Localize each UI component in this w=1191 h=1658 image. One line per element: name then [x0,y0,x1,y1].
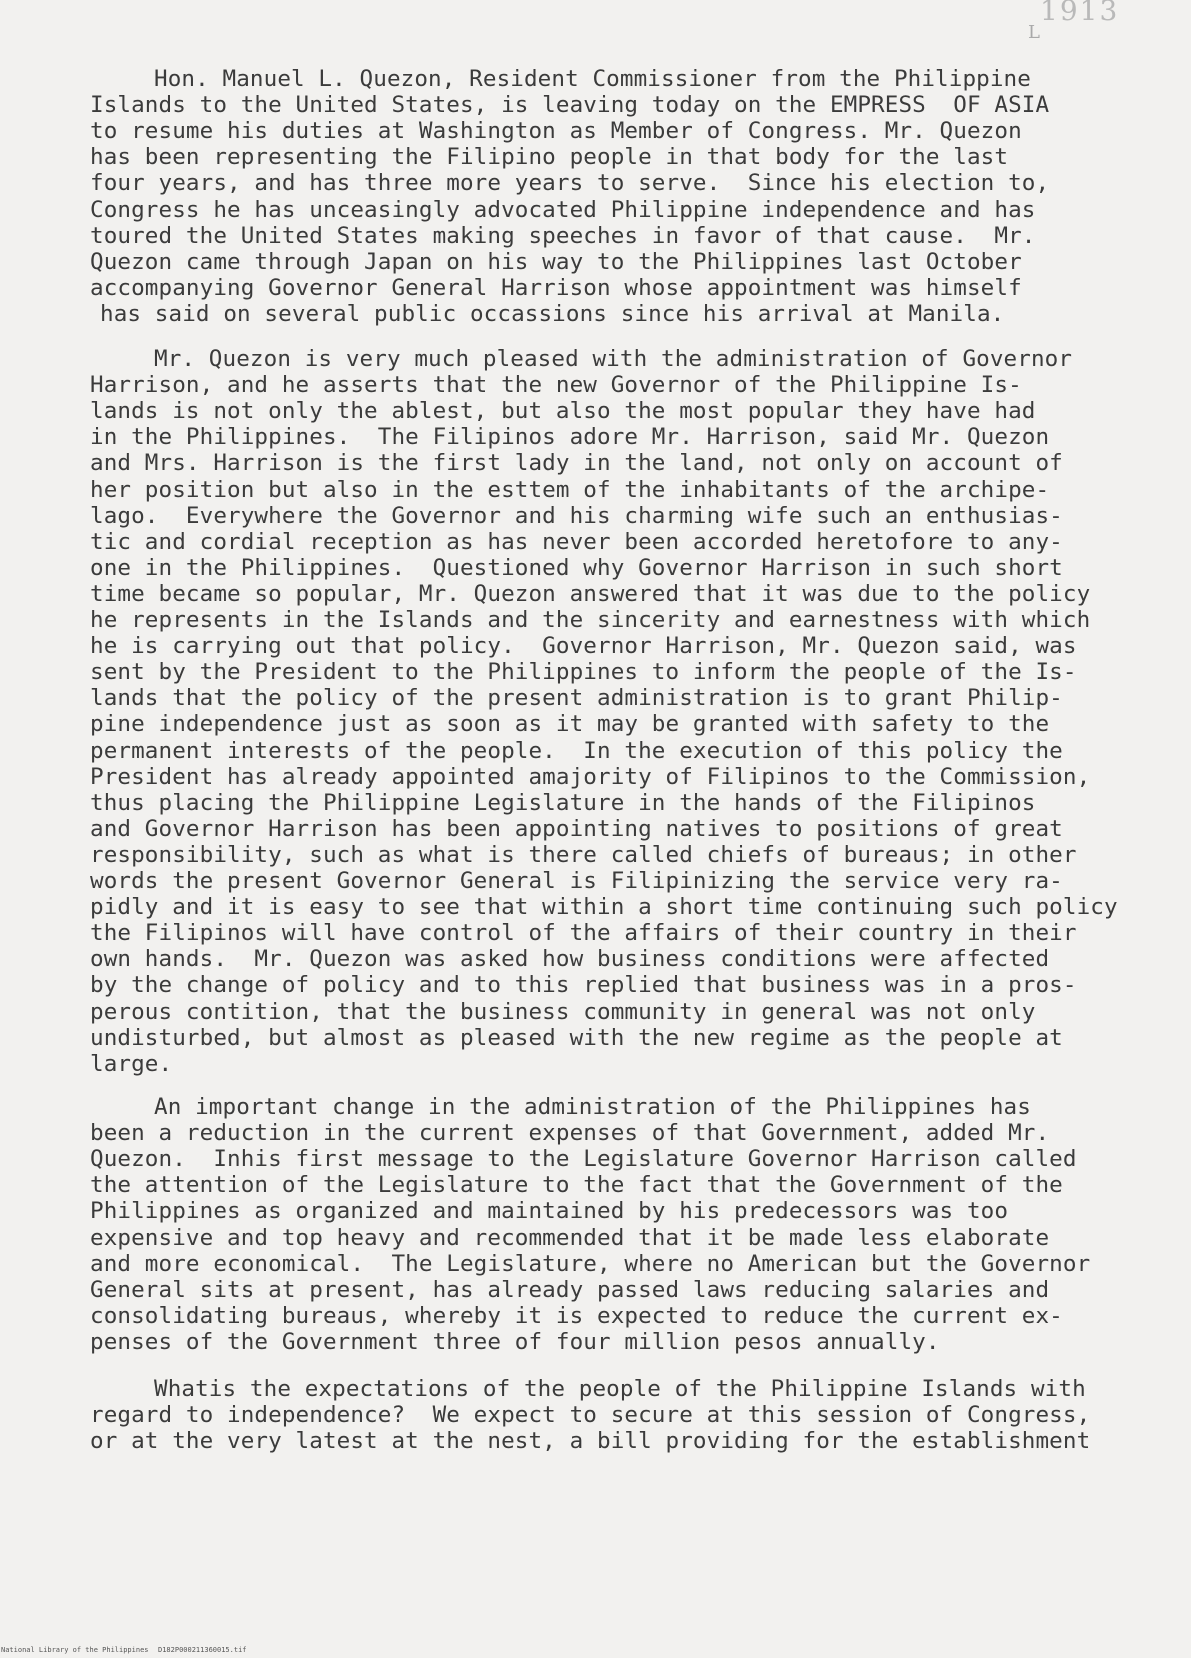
text-line: and Governor Harrison has been appointing natives to positions of great [90,815,1063,842]
text-line: undisturbed, but almost as pleased with the new regime as the people at [90,1024,1063,1051]
archive-number-mark: 1913 [1040,0,1120,27]
text-line: Quezon came through Japan on his way to the Philippines last October [90,248,1022,275]
text-line: and Mrs. Harrison is the first lady in the land, not only on account of [90,450,1063,477]
text-line: lago. Everywhere the Governor and his charming wife such an enthusias- [90,502,1063,529]
text-line: and more economical. The Legislature, where no American but the Governor [90,1250,1091,1277]
text-line: lands is not only the ablest, but also the most popular they have had [90,398,1036,425]
text-line: to resume his duties at Washington as Member of Congress. Mr. Quezon [90,118,1022,145]
text-line: accompanying Governor General Harrison whose appointment was himself [90,274,1022,301]
archive-initial-mark: L [1028,22,1040,43]
text-line: thus placing the Philippine Legislature in the hands of the Filipinos [90,789,1036,816]
text-line: the attention of the Legislature to the fact that the Government of the [90,1172,1063,1199]
footer-source: National Library of the Philippines [1,1646,149,1654]
text-line: has been representing the Filipino people in that body for the last [90,144,1009,171]
text-line: toured the United States making speeches in favor of that cause. Mr. [90,222,1036,249]
text-line: sent by the President to the Philippines to inform the people of the Is- [90,659,1077,686]
text-line: consolidating bureaus, whereby it is expected to reduce the current ex- [90,1302,1063,1329]
text-line: own hands. Mr. Quezon was asked how business conditions were affected [90,946,1050,973]
text-line: pine independence just as soon as it may be granted with safety to the [90,711,1050,738]
text-line: four years, and has three more years to serve. Since his election to, [90,170,1050,197]
footer-file: D182P000211360015.tif [158,1646,247,1654]
text-line: Harrison, and he asserts that the new Governor of the Philippine Is- [90,372,1022,399]
text-line: Islands to the United States, is leaving today on the EMPRESS OF ASIA [90,92,1050,119]
text-line: tic and cordial reception as has never been accorded heretofore to any- [90,528,1063,555]
text-line: he represents in the Islands and the sincerity and earnestness with which [90,607,1091,633]
text-line: expensive and top heavy and recommended that it be made less elaborate [90,1224,1050,1251]
text-line: penses of the Government three of four million pesos annually. [90,1328,940,1355]
text-line: President has already appointed amajority of Filipinos to the Commission, [90,763,1091,790]
text-line: one in the Philippines. Questioned why Governor Harrison in such short [90,554,1063,581]
text-line: Mr. Quezon is very much pleased with the administration of Governor [154,346,1073,372]
text-line: Congress he has unceasingly advocated Philippine independence and has [90,196,1036,223]
text-line: pidly and it is easy to see that within a short time continuing such policy [90,894,1118,921]
text-line: words the present Governor General is Filipinizing the service very ra- [90,868,1063,894]
text-line: Quezon. Inhis first message to the Legislature Governor Harrison called [90,1146,1077,1173]
text-line: responsibility, such as what is there called chiefs of bureaus; in other [90,841,1077,868]
text-line: by the change of policy and to this replied that business was in a pros- [90,972,1077,999]
text-line: time became so popular, Mr. Quezon answered that it was due to the policy [90,580,1091,607]
text-line: has said on several public occassions since his arrival at Manila. [100,300,1005,327]
text-line: in the Philippines. The Filipinos adore Mr. Harrison, said Mr. Quezon [90,424,1050,451]
text-line: permanent interests of the people. In the execution of this policy the [90,737,1063,764]
text-line: he is carrying out that policy. Governor Harrison, Mr. Quezon said, was [90,633,1077,660]
text-line: regard to independence? We expect to secure at this session of Congress, [90,1402,1091,1429]
text-line: lands that the policy of the present administration is to grant Philip- [90,685,1063,712]
text-line: the Filipinos will have control of the affairs of their country in their [90,920,1077,947]
text-line: large. [90,1050,173,1077]
text-line: Philippines as organized and maintained by his predecessors was too [90,1198,1009,1225]
text-line: been a reduction in the current expenses of that Government, added Mr. [90,1120,1050,1147]
text-line: An important change in the administration of the Philippines has [154,1094,1031,1120]
text-line: her position but also in the esttem of the inhabitants of the archipe- [90,476,1050,503]
text-line: Hon. Manuel L. Quezon, Resident Commissioner from the Philippine [154,66,1031,92]
text-line: or at the very latest at the nest, a bill providing for the establishment [90,1428,1091,1455]
text-line: Whatis the expectations of the people of the Philippine Islands with [154,1376,1086,1402]
text-line: perous contition, that the business community in general was not only [90,998,1036,1025]
text-line: General sits at present, has already passed laws reducing salaries and [90,1276,1050,1303]
